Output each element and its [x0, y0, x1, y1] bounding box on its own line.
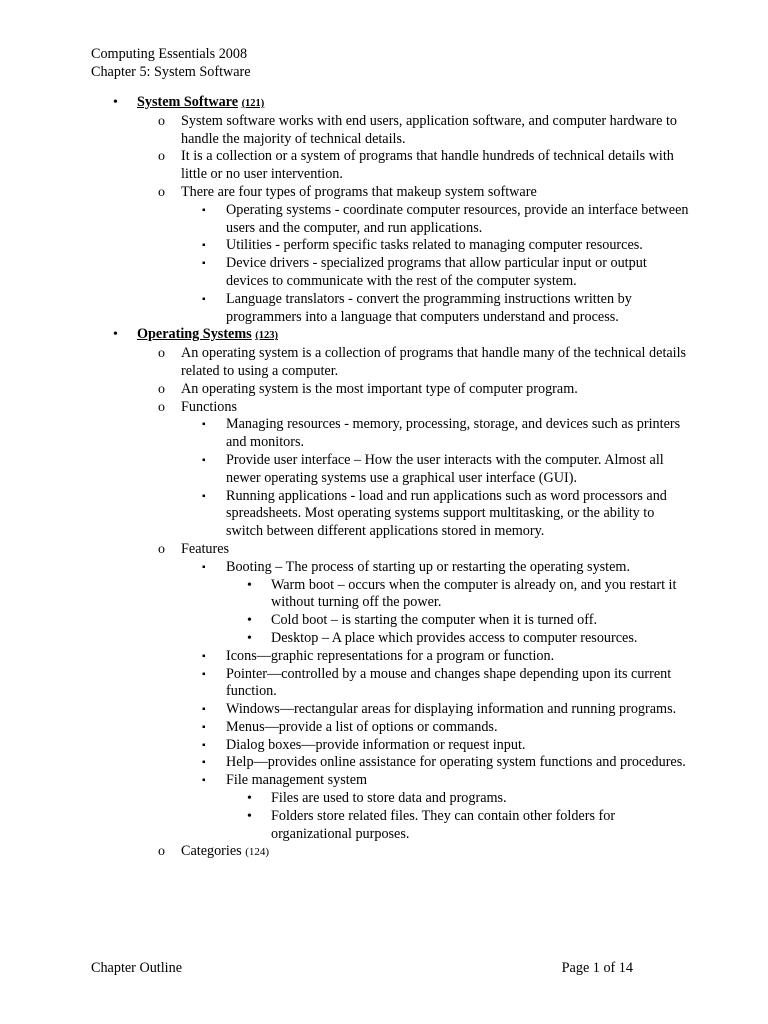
section-operating-systems — [91, 326, 691, 345]
list-item: o There are four types of programs that makeup system software — [158, 183, 537, 200]
square-bullet-icon: ▪ — [202, 293, 206, 305]
section-system-software — [91, 94, 691, 113]
list-item: ▪ Help—provides online assistance for operating system functions and procedures. — [202, 754, 686, 771]
list-item: ▪ Provide user interface – How the user interacts with the computer. Almost all newer operating systems use a graphical user interface (GUI). — [202, 451, 664, 486]
document-header — [91, 46, 251, 82]
list-item: ▪ Dialog boxes—provide information or request input. — [202, 736, 526, 753]
circle-bullet-icon: o — [158, 346, 165, 362]
list-item: ▪ Operating systems - coordinate computer resources, provide an interface between users and the computer, and run applications. — [202, 201, 689, 236]
square-bullet-icon: ▪ — [202, 757, 206, 769]
page-reference: (123) — [255, 330, 278, 342]
list-item: ▪ Running applications - load and run applications such as word processors and spreadsheets. Most operating systems support multitasking, or the ability to switch between different applications stored in memory. — [202, 487, 667, 540]
list-item: o It is a collection or a system of programs that handle hundreds of technical details with little or no user intervention. — [158, 148, 674, 183]
list-item: o Functions — [158, 398, 237, 415]
list-item: • Files are used to store data and programs. — [247, 790, 507, 807]
square-bullet-icon: ▪ — [202, 650, 206, 662]
list-item: ▪ Language translators - convert the programming instructions written by programmers into a language that computers understand and process. — [202, 290, 632, 325]
book-title: Computing Essentials 2008 — [91, 46, 248, 62]
list-item: • Warm boot – occurs when the computer is already on, and you restart it without turning off the power. — [247, 576, 677, 611]
list-item: • Folders store related files. They can contain other folders for organizational purposes. — [247, 807, 616, 842]
bullet-icon: • — [113, 95, 118, 110]
footer-label: Chapter Outline — [91, 960, 183, 976]
square-bullet-icon: ▪ — [202, 704, 206, 716]
circle-bullet-icon: o — [158, 149, 165, 165]
list-item: • Cold boot – is starting the computer when it is turned off. — [247, 612, 598, 629]
chapter-title: Chapter 5: System Software — [91, 64, 251, 80]
circle-bullet-icon: o — [158, 541, 165, 557]
square-bullet-icon: ▪ — [202, 454, 206, 466]
square-bullet-icon: ▪ — [202, 739, 206, 751]
circle-bullet-icon: o — [158, 399, 165, 415]
square-bullet-icon: ▪ — [202, 775, 206, 787]
list-item: ▪ Windows—rectangular areas for displaying information and running programs. — [202, 701, 677, 718]
bullet-icon: • — [247, 808, 252, 824]
section-heading: Operating Systems — [137, 326, 252, 343]
page-reference: (121) — [241, 98, 265, 109]
list-item: ▪ File management system — [202, 772, 368, 789]
circle-bullet-icon: o — [158, 381, 165, 397]
list-item: • Desktop – A place which provides access to computer resources. — [247, 629, 638, 646]
page-reference: (124) — [245, 846, 270, 859]
list-item: ▪ Utilities - perform specific tasks related to managing computer resources. — [202, 237, 643, 254]
circle-bullet-icon: o — [158, 184, 165, 200]
bullet-icon: • — [113, 327, 118, 343]
list-item: o An operating system is a collection of programs that handle many of the technical details related to using a computer. — [158, 345, 687, 379]
list-item: o An operating system is the most important type of computer program. — [158, 380, 578, 397]
list-item: ▪ Device drivers - specialized programs that allow particular input or output devices to communicate with the rest of the computer system. — [202, 255, 647, 289]
list-item: ▪ Pointer—controlled by a mouse and changes shape depending upon its current function. — [202, 665, 672, 700]
circle-bullet-icon: o — [158, 113, 165, 129]
circle-bullet-icon: o — [158, 844, 165, 860]
square-bullet-icon: ▪ — [202, 561, 206, 573]
list-item: ▪ Managing resources - memory, processing, storage, and devices such as printers and monitors. — [202, 416, 681, 451]
list-item: ▪ Icons—graphic representations for a program or function. — [202, 647, 555, 664]
list-item: o Features — [158, 540, 230, 557]
page-number: Page 1 of 14 — [561, 960, 633, 976]
section-heading: System Software — [137, 94, 239, 110]
list-item: ▪ Menus—provide a list of options or commands. — [202, 718, 498, 735]
square-bullet-icon: ▪ — [202, 204, 206, 216]
bullet-icon: • — [247, 791, 252, 807]
list-item: ▪ Booting – The process of starting up or restarting the operating system. — [202, 558, 631, 575]
square-bullet-icon: ▪ — [202, 490, 206, 502]
square-bullet-icon: ▪ — [202, 240, 206, 252]
square-bullet-icon: ▪ — [202, 668, 206, 680]
square-bullet-icon: ▪ — [202, 419, 206, 431]
list-item: o Categories (124) — [158, 843, 270, 860]
bullet-icon: • — [247, 613, 252, 629]
bullet-icon: • — [247, 577, 252, 593]
list-item: o System software works with end users, application software, and computer hardware to handle the majority of technical details. — [158, 112, 678, 147]
bullet-icon: • — [247, 630, 252, 646]
square-bullet-icon: ▪ — [202, 258, 206, 270]
outline — [91, 94, 691, 862]
square-bullet-icon: ▪ — [202, 721, 206, 733]
